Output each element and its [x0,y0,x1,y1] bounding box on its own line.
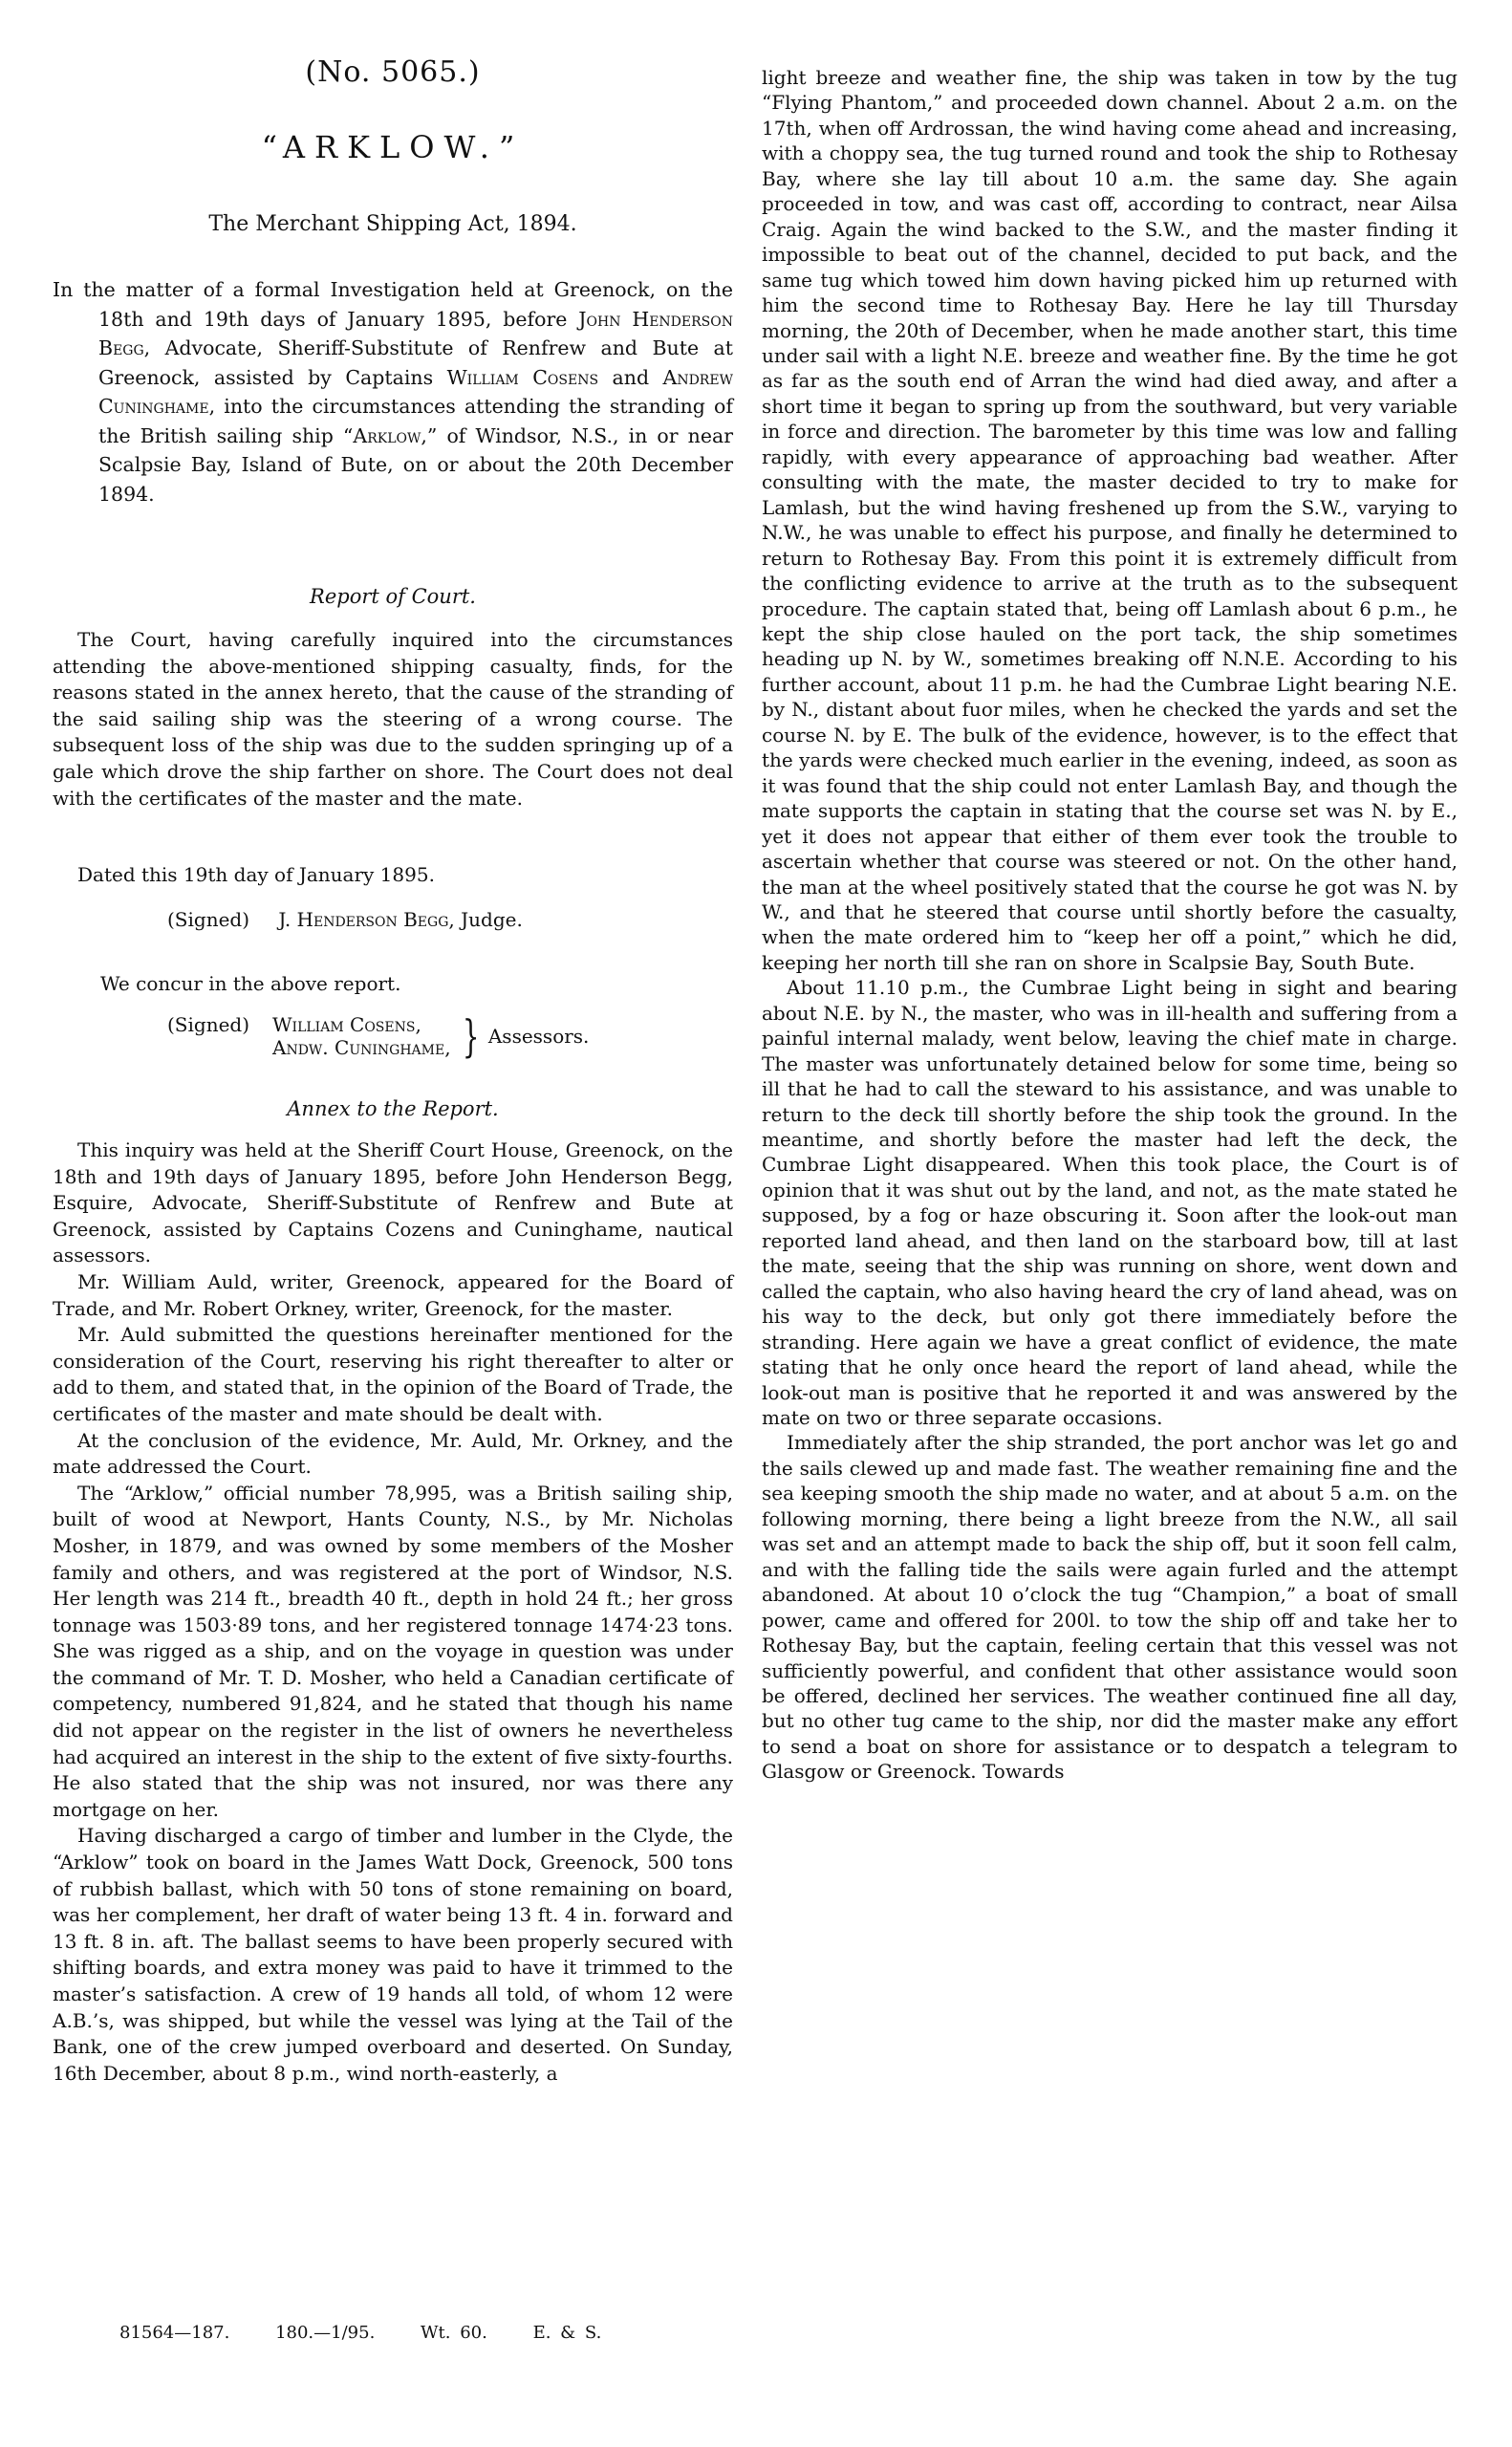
concur-line: We concur in the above report. [100,972,401,995]
matter-after-assessors: , into the circumstances attending the stranding of the British sailing ship “ [98,395,733,447]
matter-intro: In the matter of a formal Investigation held at Greenock, on the 18th and 19th days of January 1895, before [53,278,733,331]
ship-name: Arklow [353,423,421,447]
matter-after-judge: , Advocate, Sheriff-Substitute of Renfrew and Bute at Greenock, assisted by Captains [98,336,733,389]
document-title: “ARKLOW.” [261,129,525,165]
report-paragraph: The Court, having carefully inquired into the circumstances attending the above-mentioned shipping casualty, finds, for the reasons stated in the annex hereto, that the cause of the stranding of the said sailing ship was the steering of a wrong course. The subsequent loss of the ship was due to the sudden springing up of a gale which drove the ship farther on shore. The Court does not deal with the certificates of the master and the mate. [53,628,733,810]
report-body [53,627,733,812]
annex-paragraph: Mr. Auld submitted the questions hereinafter mentioned for the consideration of the Court, reserving his right thereafter to alter or add to them, and stated that, in the opinion of the Board of Trade, the certificates of the master and mate should be dealt with. [53,1323,733,1425]
footer-item: 180.—1/95. [275,2323,376,2343]
annex-paragraph: light breeze and weather fine, the ship was taken in tow by the tug “Flying Phantom,” and proceeded down channel. About 2 a.m. on the 17th, when off Ardrossan, the wind having come ahead and increasing, with a choppy sea, the tug turned round and took the ship to Rothesay Bay, where she lay till about 10 a.m. the same day. She again proceeded in tow, and was cast off, according to contract, near Ailsa Craig. Again the wind backed to the S.W., and the master finding it impossible to beat out of the channel, decided to put back, and the same tug which towed him down having picked him up returned with him the second time to Rothesay Bay. Here he lay till Thursday morning, the 20th of December, when he made another start, this time under sail with a light N.E. breeze and weather fine. By the time he got as far as the south end of Arran the wind had died away, and after a short time it began to spring up from the southward, but very variable in force and direction. The barometer by this time was low and falling rapidly, with every appearance of approaching bad weather. After consulting with the mate, the master decided to try to make for Lamlash, but the wind having freshened up from the S.W., varying to N.W., he was unable to effect his purpose, and finally he determined to return to Rothesay Bay. From this point it is extremely difficult from the conflicting evidence to arrive at the truth as to the subsequent procedure. The captain stated that, being off Lamlash about 6 p.m., he kept the ship close hauled on the port tack, the ship sometimes heading up N. by W., sometimes breaking off N.N.E. According to his further account, about 11 p.m. he had the Cumbrae Light bearing N.E. by N., distant about fuor miles, when he checked the yards and set the course N. by E. The bulk of the evidence, however, is to the effect that the yards were checked much earlier in the evening, indeed, as soon as it was found that the ship could not enter Lamlash Bay, and though the mate supports the captain in stating that the course set was N. by E., yet it does not appear that either of them ever took the trouble to ascertain whether that course was steered or not. On the other hand, the man at the wheel positively stated that the course he got was N. by W., and that he steered that course until shortly before the casualty, when the mate ordered him to “keep her off a point,” which he did, keeping her north till she ran on shore in Scalpsie Bay, South Bute. [762,66,1458,974]
annex-paragraph: Immediately after the ship stranded, the port anchor was let go and the sails clewed up and made fast. The weather remaining fine and the sea keeping smooth the ship made no water, and at about 5 a.m. on the following morning, there being a light breeze from the N.W., all sail was set and an attempt made to back the ship off, but it soon fell calm, and with the falling tide the sails were again furled and the attempt abandoned. At about 10 o’clock the tug “Champion,” a boat of small power, came and offered for 200l. to tow the ship off and take her to Rothesay Bay, but the captain, feeling certain that this vessel was not sufficiently powerful, and confident that other assistance would soon be offered, declined her services. The weather continued fine all day, but no other tug came to the ship, nor did the master make any effort to send a boat on shore for assistance or to despatch a telegram to Glasgow or Greenock. Towards [762,1431,1458,1784]
annex-paragraph: At the conclusion of the evidence, Mr. Auld, Mr. Orkney, and the mate addressed the Court. [53,1428,733,1479]
matter-ending: ,” of Windsor, N.S., in or near Scalpsie Bay, Island of Bute, on or about the 20th December 1894. [98,423,733,506]
judge-signature-block [167,908,523,931]
footer-item: E. & S. [532,2323,602,2343]
brace-icon: } [462,1010,480,1062]
footer-item: 81564—187. [119,2323,230,2343]
dated-line: Dated this 19th day of January 1895. [77,863,435,886]
document-number: (No. 5065.) [305,55,481,89]
annex-paragraph: The “Arklow,” official number 78,995, was a British sailing ship, built of wood at Newport, Hants County, N.S., by Mr. Nicholas Mosher, in 1879, and was owned by some members of the Mosher family and others, and was registered at the port of Windsor, N.S. Her length was 214 ft., breadth 40 ft., depth in hold 24 ft.; her gross tonnage was 1503·89 tons, and her registered tonnage 1474·23 tons. She was rigged as a ship, and on the voyage in question was under the command of Mr. T. D. Mosher, who held a Canadian certificate of competency, numbered 91,824, and he stated that though his name did not appear on the register in the list of owners he nevertheless had acquired an interest in the ship to the extent of five sixty-fourths. He also stated that the ship was not insured, nor was there any mortgage on her. [53,1481,733,1821]
annex-heading: Annex to the Report. [287,1097,499,1120]
assessor-signature: Andw. Cuninghame, [272,1036,451,1059]
annex-paragraph: Having discharged a cargo of timber and lumber in the Clyde, the “Arklow” took on board in the James Watt Dock, Greenock, 500 tons of rubbish ballast, which with 50 tons of stone remaining on board, was her complement, her draft of water being 13 ft. 4 in. forward and 13 ft. 8 in. aft. The ballast seems to have been properly secured with shifting boards, and extra money was paid to have it trimmed to the master’s satisfaction. A crew of 19 hands all told, of whom 12 were A.B.’s, was shipped, but while the vessel was lying at the Tail of the Bank, one of the crew jumped overboard and deserted. On Sunday, 16th December, about 8 p.m., wind north-easterly, a [53,1824,733,2085]
annex-paragraph: About 11.10 p.m., the Cumbrae Light being in sight and bearing about N.E. by N., the master, who was in ill-health and suffering from a painful internal malady, went below, leaving the chief mate in charge. The master was unfortunately detained below for some time, being so ill that he had to call the steward to his assistance, and was unable to return to the deck till shortly before the ship took the ground. In the meantime, and shortly before the master had left the deck, the Cumbrae Light disappeared. When this took place, the Court is of opinion that it was shut out by the land, and not, as the mate stated he supposed, by a fog or haze obscuring it. Soon after the look-out man reported land ahead, and then land on the starboard bow, till at last the mate, seeing that the ship was running on shore, went down and called the captain, who also having heard the cry of land ahead, was on his way to the deck, but only got there immediately before the stranding. Here again we have a great conflict of evidence, the mate stating that he only once heard the report of land ahead, while the look-out man is positive that he reported it and was answered by the mate on two or three separate occasions. [762,976,1458,1430]
report-heading: Report of Court. [310,585,476,608]
judge-signature: J. Henderson Begg [278,908,449,931]
matter-paragraph [53,275,733,509]
footer-item: Wt. 60. [421,2323,487,2343]
annex-body-left [53,1137,733,2087]
left-column [53,0,733,2447]
assessor-signatures [272,1013,451,1059]
matter-and: and [598,365,663,389]
right-column [762,65,1458,1785]
assessor-signature: William Cosens, [272,1013,421,1036]
print-footer [119,2323,637,2343]
signed-label: (Signed) [167,1013,250,1036]
signed-label: (Signed) [167,908,250,931]
annex-paragraph: Mr. William Auld, writer, Greenock, appeared for the Board of Trade, and Mr. Robert Orkney, writer, Greenock, for the master. [53,1269,733,1320]
annex-paragraph: This inquiry was held at the Sheriff Court House, Greenock, on the 18th and 19th days of January 1895, before John Henderson Begg, Esquire, Advocate, Sheriff-Substitute of Renfrew and Bute at Greenock, assisted by Captains Cozens and Cuninghame, nautical assessors. [53,1138,733,1267]
assessor-name-2: Andrew Cuninghame [98,365,733,418]
judge-name: John Henderson Begg [98,307,733,359]
act-title: The Merchant Shipping Act, 1894. [208,212,577,236]
assessor-name-1: William Cosens [446,365,599,389]
judge-title: , Judge. [448,908,523,931]
assessors-signature-block [167,1010,590,1062]
assessors-label: Assessors. [487,1025,590,1048]
